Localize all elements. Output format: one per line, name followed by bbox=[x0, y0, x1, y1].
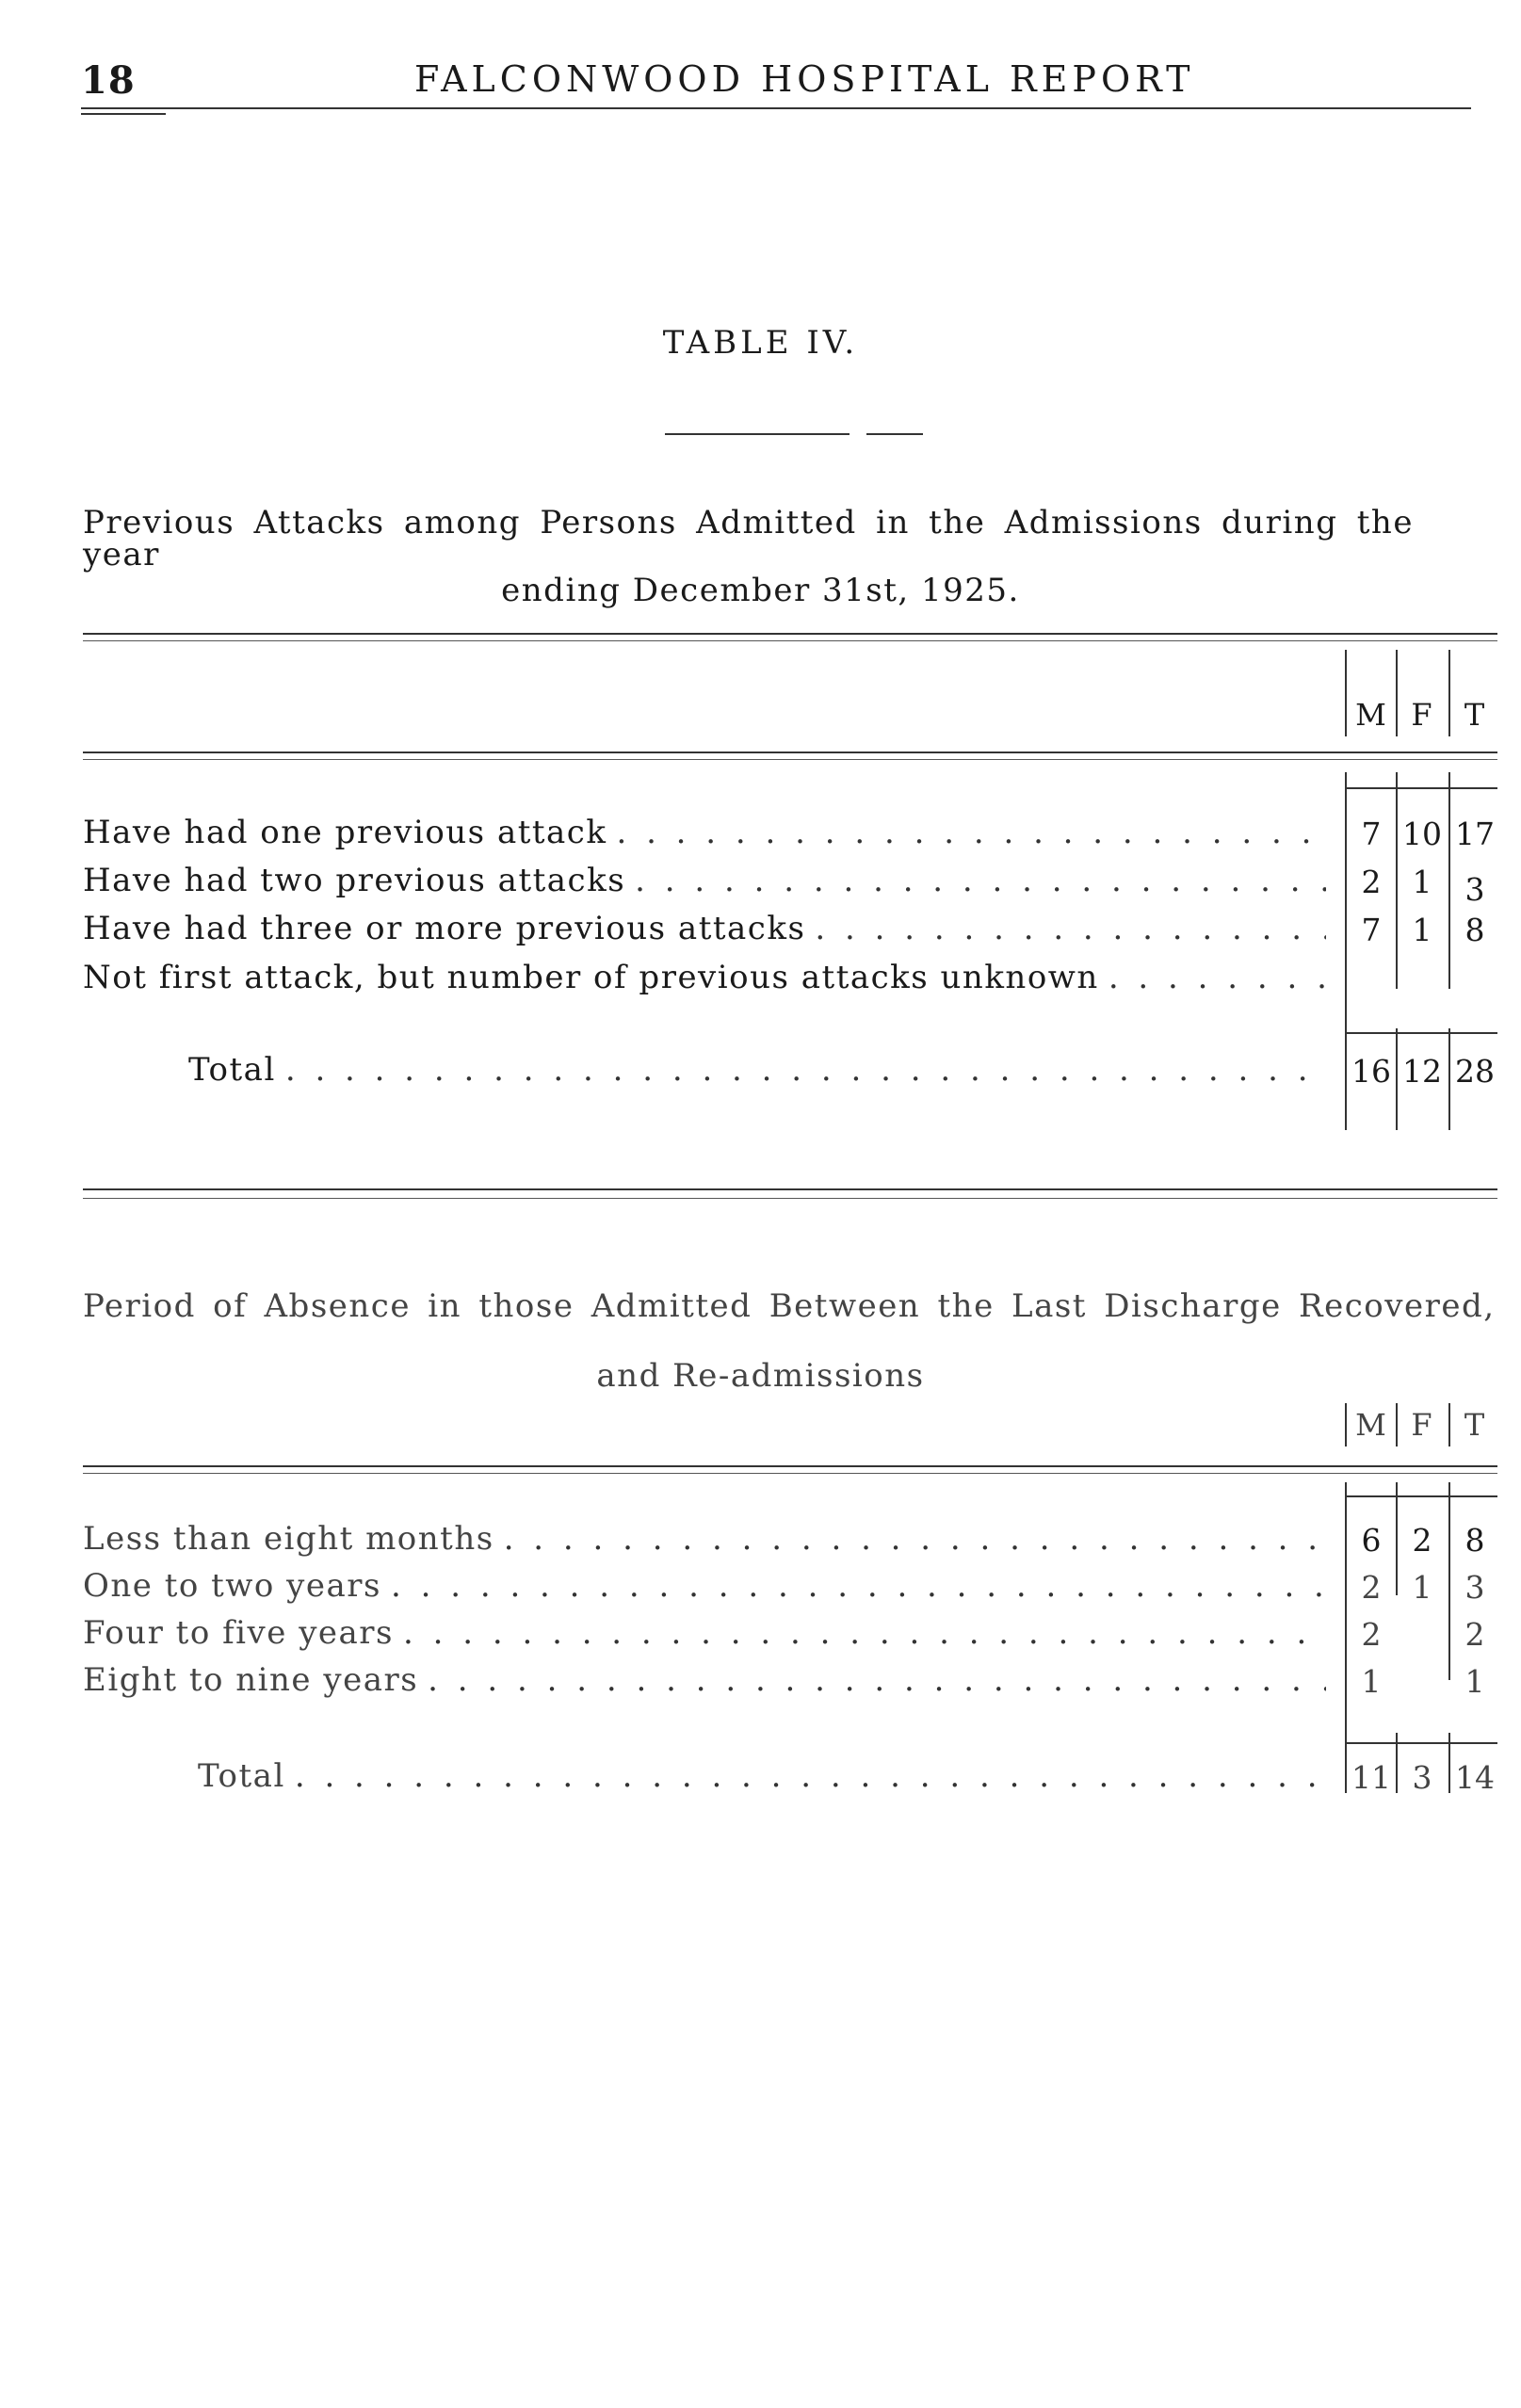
section1-col-header-t: T bbox=[1464, 697, 1486, 733]
row-label: Have had two previous attacks bbox=[83, 862, 626, 899]
section2-col-header-m: M bbox=[1355, 1407, 1387, 1443]
section2-row-2-m: 2 bbox=[1361, 1569, 1382, 1606]
section1-row-2 bbox=[83, 862, 1326, 905]
section2-header-rule-2 bbox=[83, 1473, 1497, 1474]
section2-row-2-t: 3 bbox=[1464, 1569, 1485, 1606]
section2-row-3-m: 2 bbox=[1361, 1616, 1382, 1653]
section1-row-1-t: 17 bbox=[1455, 816, 1495, 852]
dot-leader bbox=[635, 862, 1326, 899]
dot-leader bbox=[616, 814, 1326, 851]
row-label: One to two years bbox=[83, 1567, 381, 1605]
page-number: 18 bbox=[81, 58, 136, 103]
section2-row-3-t: 2 bbox=[1464, 1616, 1485, 1653]
section1-row-4 bbox=[83, 959, 1326, 1002]
section1-caption-line2: ending December 31st, 1925. bbox=[501, 572, 1020, 609]
section2-caption-line1: Period of Absence in those Admitted Between the Last Discharge Recovered, bbox=[83, 1287, 1496, 1325]
header-rule bbox=[81, 107, 1471, 109]
section1-row-3-f: 1 bbox=[1412, 912, 1432, 948]
dot-leader bbox=[504, 1520, 1326, 1558]
dot-leader bbox=[295, 1757, 1326, 1795]
section2-row-1-f: 2 bbox=[1412, 1522, 1432, 1559]
section2-row-4-t: 1 bbox=[1464, 1663, 1485, 1700]
section2-col-rule-top bbox=[1345, 1495, 1497, 1497]
section2-row-3 bbox=[83, 1614, 1326, 1657]
section2-total-t: 14 bbox=[1455, 1759, 1495, 1796]
heading-underline bbox=[665, 433, 849, 435]
section2-col-rule-total bbox=[1345, 1742, 1497, 1744]
running-title: FALCONWOOD HOSPITAL REPORT bbox=[414, 58, 1195, 100]
section1-header-rule bbox=[83, 751, 1497, 753]
section2-row-2-f: 1 bbox=[1412, 1569, 1432, 1606]
total-label: Total bbox=[188, 1051, 276, 1089]
section1-row-2-m: 2 bbox=[1361, 864, 1382, 900]
heading-underline-short bbox=[866, 433, 923, 435]
section-separator bbox=[83, 1188, 1497, 1190]
section1-col-rule-total bbox=[1345, 1032, 1497, 1034]
row-label: Have had one previous attack bbox=[83, 814, 607, 851]
dot-leader bbox=[403, 1614, 1326, 1652]
section1-total-m: 16 bbox=[1351, 1053, 1391, 1090]
total-label: Total bbox=[198, 1757, 285, 1795]
section2-total-f: 3 bbox=[1412, 1759, 1432, 1796]
section1-row-3-t: 8 bbox=[1464, 912, 1485, 948]
section2-total-m: 11 bbox=[1351, 1759, 1391, 1796]
row-label: Four to five years bbox=[83, 1614, 394, 1652]
section1-row-1-f: 10 bbox=[1402, 816, 1442, 852]
section2-header-rule bbox=[83, 1465, 1497, 1467]
section1-row-2-t: 3 bbox=[1464, 871, 1485, 908]
section1-col-header-m: M bbox=[1355, 697, 1387, 733]
table-heading: TABLE IV. bbox=[662, 324, 859, 362]
row-label: Less than eight months bbox=[83, 1520, 494, 1558]
section2-row-1-t: 8 bbox=[1464, 1522, 1485, 1559]
section2-row-1 bbox=[83, 1520, 1326, 1563]
dot-leader bbox=[815, 910, 1326, 947]
dot-leader bbox=[285, 1051, 1326, 1089]
section2-total-row bbox=[198, 1757, 1326, 1801]
section1-caption-line1: Previous Attacks among Persons Admitted in the Admissions during the year bbox=[83, 504, 1414, 574]
section1-row-3 bbox=[83, 910, 1326, 953]
section1-total-row bbox=[188, 1051, 1326, 1094]
section2-row-2 bbox=[83, 1567, 1326, 1610]
section1-col-header-f: F bbox=[1411, 697, 1433, 733]
row-label: Have had three or more previous attacks bbox=[83, 910, 806, 947]
section1-total-t: 28 bbox=[1455, 1053, 1495, 1090]
section1-col-rule-top bbox=[1345, 787, 1497, 789]
dot-leader bbox=[391, 1567, 1326, 1605]
section2-col-header-f: F bbox=[1411, 1407, 1433, 1443]
row-label: Not first attack, but number of previous attacks unknown bbox=[83, 959, 1099, 996]
section1-top-rule-2 bbox=[83, 640, 1497, 641]
section2-col-header-t: T bbox=[1464, 1407, 1486, 1443]
dot-leader bbox=[1108, 959, 1326, 996]
row-label: Eight to nine years bbox=[83, 1661, 419, 1699]
section2-row-1-m: 6 bbox=[1361, 1522, 1382, 1559]
section1-row-3-m: 7 bbox=[1361, 912, 1382, 948]
section2-row-4-m: 1 bbox=[1361, 1663, 1382, 1700]
section2-row-4 bbox=[83, 1661, 1326, 1705]
section1-top-rule bbox=[83, 633, 1497, 635]
section1-row-1 bbox=[83, 814, 1326, 857]
section1-total-f: 12 bbox=[1402, 1053, 1442, 1090]
section-separator-2 bbox=[83, 1198, 1497, 1199]
section1-row-1-m: 7 bbox=[1361, 816, 1382, 852]
header-rule-2 bbox=[81, 113, 166, 115]
dot-leader bbox=[428, 1661, 1326, 1699]
section2-caption-line2: and Re-admissions bbox=[596, 1357, 925, 1395]
section1-row-2-f: 1 bbox=[1412, 864, 1432, 900]
section1-header-rule-2 bbox=[83, 759, 1497, 760]
